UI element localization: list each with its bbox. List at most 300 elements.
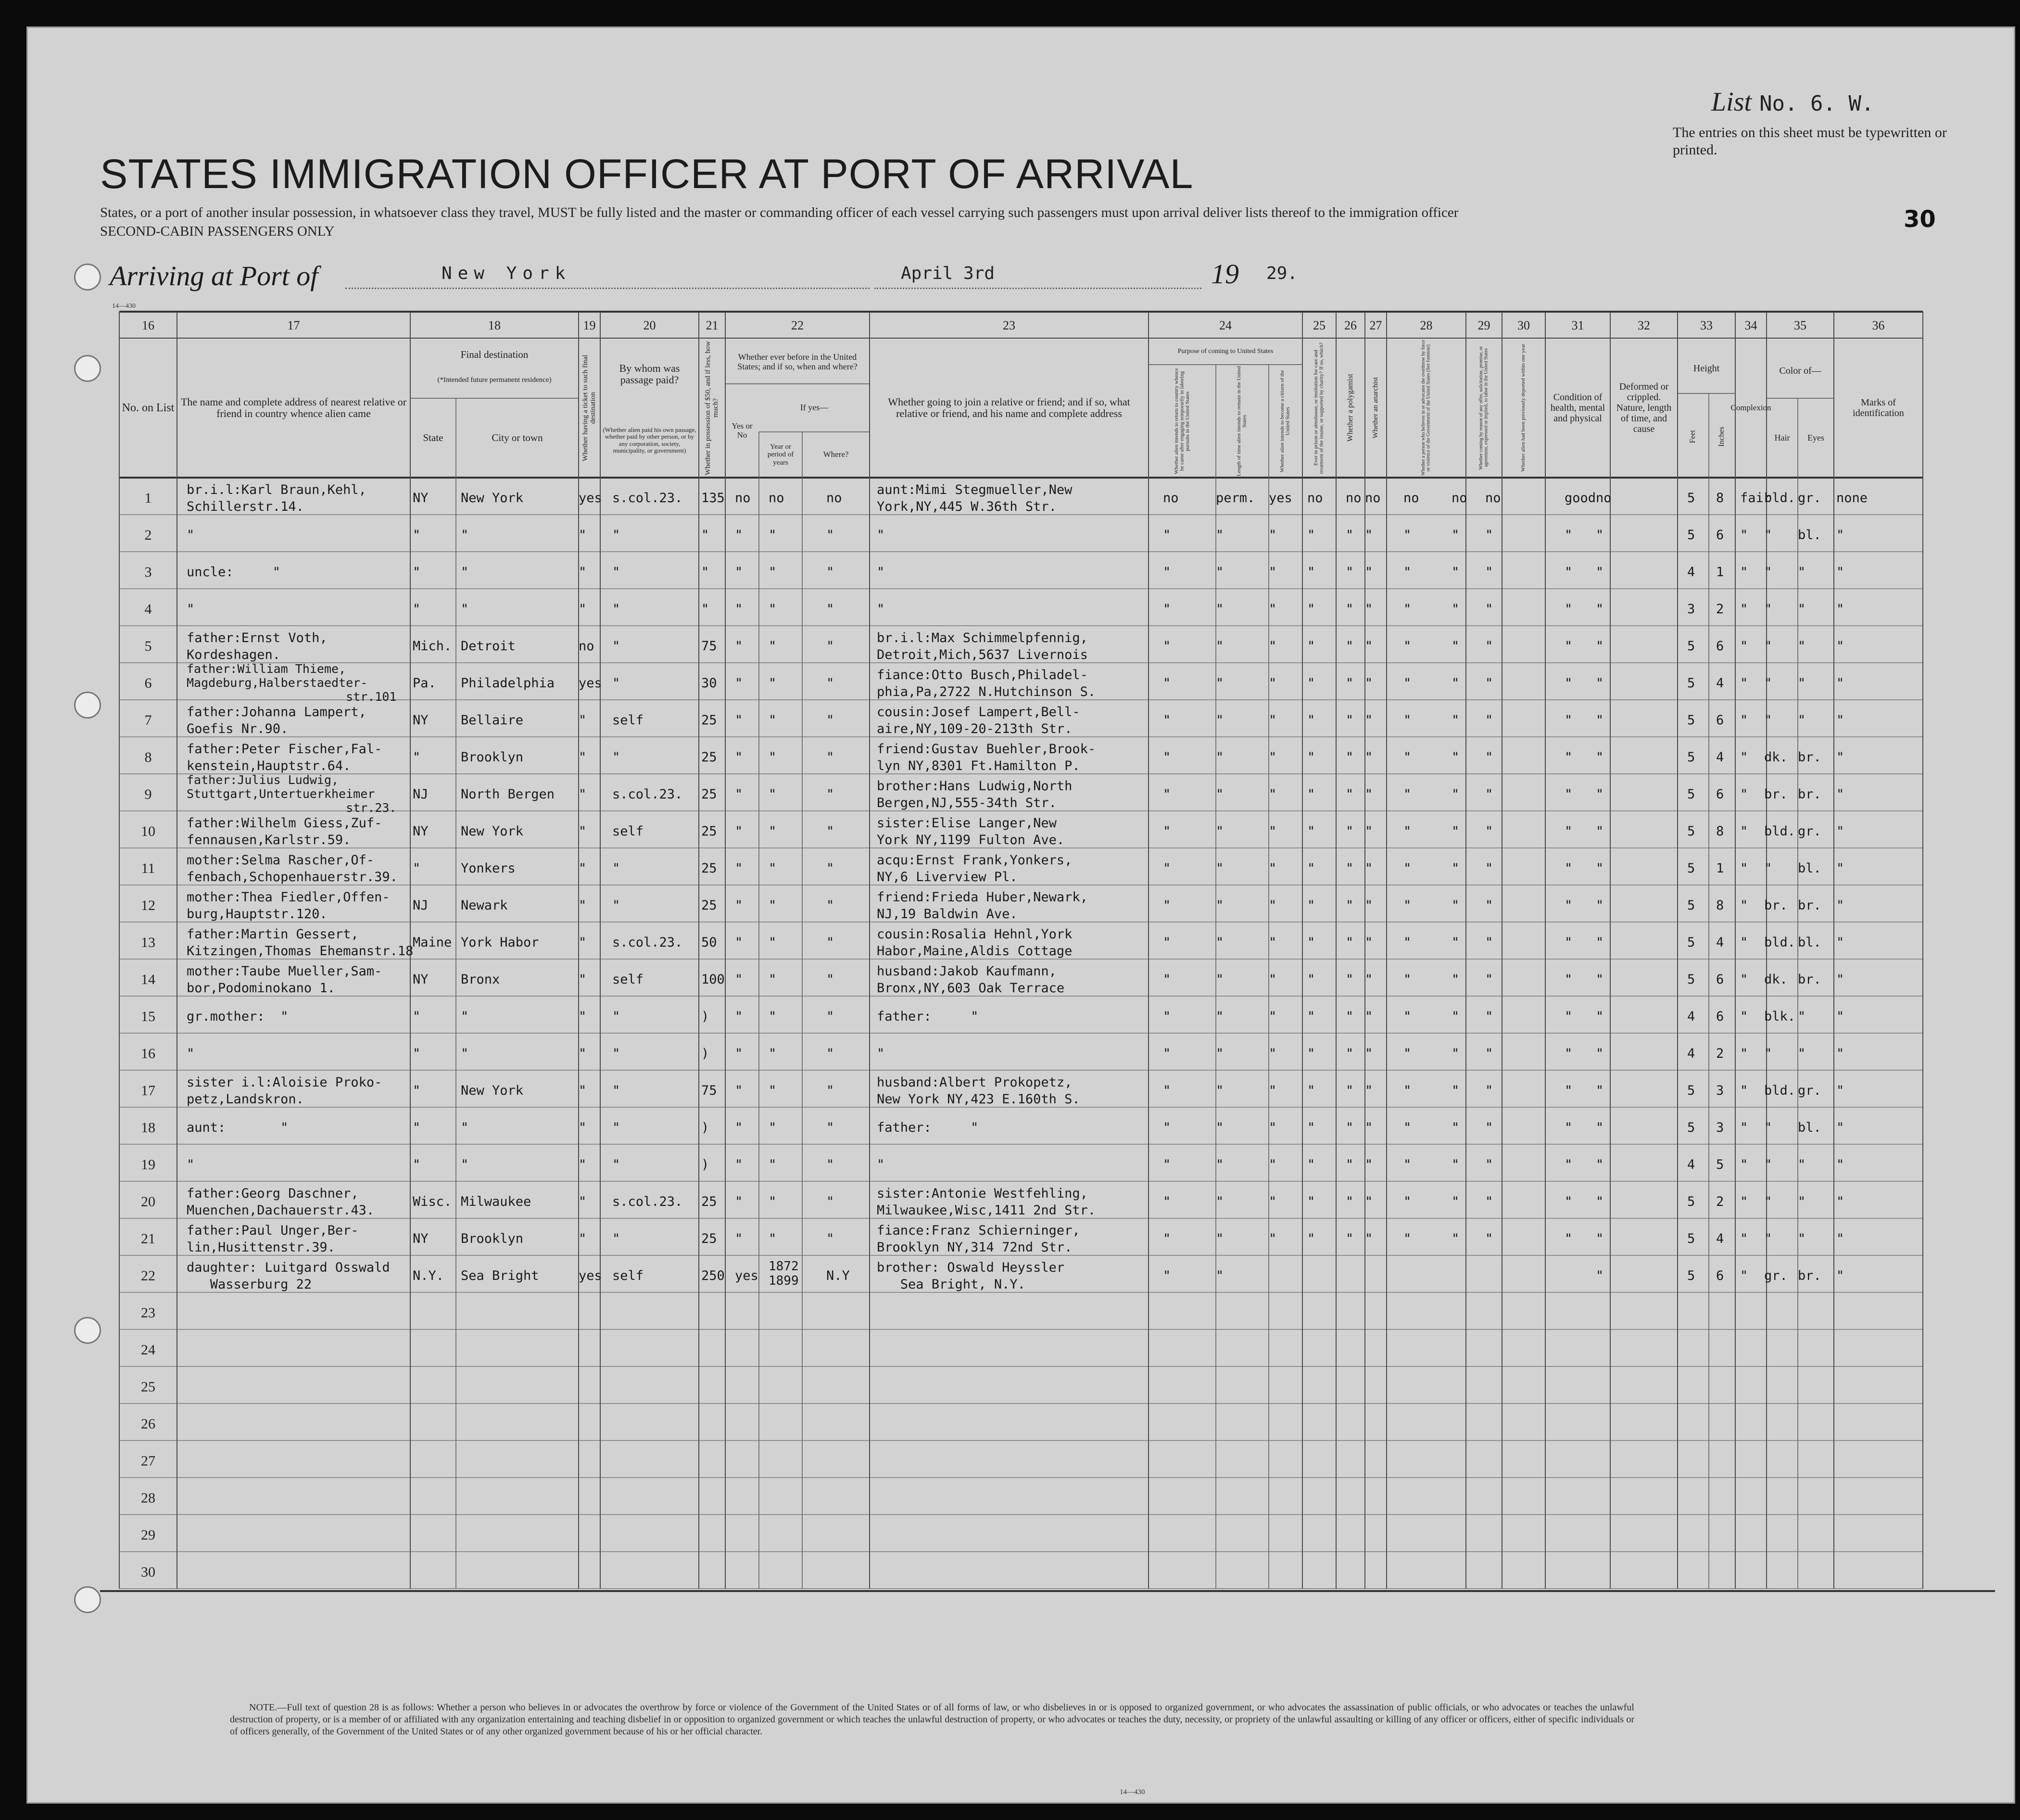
hair-cell: ": [1764, 1231, 1772, 1246]
money-cell: 25: [701, 898, 717, 913]
header-marks: Marks of identification: [1853, 397, 1904, 418]
where-cell: ": [826, 1157, 834, 1172]
city-cell: ": [461, 1046, 469, 1061]
relative-cell: father:Paul Unger,Ber- lin,Husittenstr.39.: [187, 1223, 359, 1255]
hair-cell: bld.: [1764, 935, 1796, 950]
overthrow-cell: ": [1403, 1231, 1412, 1246]
inches-cell: 2: [1716, 602, 1724, 617]
relative-cell: father:Julius Ludwig, Stuttgart,Untertuerkheimer str.23.: [187, 773, 397, 815]
row-number: 5: [144, 638, 152, 654]
port-value: New York: [442, 264, 571, 283]
marks-cell: ": [1836, 824, 1844, 839]
state-cell: ": [413, 602, 421, 617]
prison-cell: ": [1307, 639, 1315, 654]
before-us-cell: ": [735, 676, 743, 691]
row-number: 4: [144, 601, 152, 617]
paid-cell: ": [612, 1231, 620, 1246]
eyes-cell: ": [1798, 1194, 1806, 1209]
length-cell: ": [1216, 713, 1224, 728]
marks-cell: ": [1836, 750, 1844, 765]
overthrow-cell: ": [1403, 1083, 1412, 1098]
paid-cell: ": [612, 1120, 620, 1135]
labor-cell: ": [1452, 1009, 1460, 1024]
complexion-cell: ": [1740, 935, 1748, 950]
before-us-cell: ": [735, 861, 743, 876]
row-number: 14: [141, 972, 155, 987]
year-cell: ": [769, 676, 777, 691]
page-title: STATES IMMIGRATION OFFICER AT PORT OF ARRIVAL: [100, 151, 1194, 197]
table-row: [28, 1181, 2017, 1218]
citizen-cell: ": [1269, 713, 1277, 728]
return-cell: ": [1163, 898, 1171, 913]
eyes-cell: br.: [1798, 1268, 1821, 1283]
joining-cell: ": [877, 1046, 885, 1061]
inches-cell: 4: [1716, 750, 1724, 765]
table-row: [28, 996, 2017, 1033]
citizen-cell: ": [1269, 824, 1277, 839]
year-cell: ": [769, 1157, 777, 1172]
paid-cell: self: [612, 1268, 644, 1283]
return-cell: ": [1163, 602, 1171, 617]
header-passage-note: (Whether alien paid his own passage, whether paid by other person, or by any corporation, society, municipality, or government): [603, 426, 696, 454]
feet-cell: 5: [1687, 713, 1695, 728]
eyes-cell: gr.: [1798, 491, 1821, 506]
paid-cell: ": [612, 898, 620, 913]
labor-cell: ": [1452, 639, 1460, 654]
anarchist-cell: ": [1365, 861, 1373, 876]
inches-cell: 6: [1716, 713, 1724, 728]
class-line: SECOND-CABIN PASSENGERS ONLY: [100, 224, 335, 239]
state-cell: ": [413, 1120, 421, 1135]
prison-cell: no: [1307, 491, 1323, 506]
labor-cell: ": [1452, 861, 1460, 876]
city-cell: Bellaire: [461, 713, 524, 728]
row-number: 22: [141, 1268, 155, 1284]
where-cell: ": [826, 1009, 834, 1024]
where-cell: ": [826, 787, 834, 802]
city-cell: Brooklyn: [461, 1231, 524, 1246]
complexion-cell: ": [1740, 1009, 1748, 1024]
row-number: 25: [141, 1379, 155, 1395]
year-cell: ": [769, 528, 777, 543]
marks-cell: ": [1836, 1194, 1844, 1209]
deformed-cell: ": [1596, 898, 1604, 913]
state-cell: NY: [413, 713, 429, 728]
inches-cell: 4: [1716, 1231, 1724, 1246]
marks-cell: ": [1836, 1231, 1844, 1246]
money-cell: 25: [701, 824, 717, 839]
row-number: 21: [141, 1231, 155, 1247]
ticket-cell: ": [579, 750, 587, 765]
prison-cell: ": [1307, 824, 1315, 839]
inches-cell: 1: [1716, 565, 1724, 580]
money-cell: 25: [701, 861, 717, 876]
return-cell: ": [1163, 713, 1171, 728]
deported-cell: ": [1485, 1120, 1493, 1135]
polygamist-cell: ": [1346, 972, 1354, 987]
complexion-cell: ": [1740, 1157, 1748, 1172]
anarchist-cell: ": [1365, 1083, 1373, 1098]
paid-cell: self: [612, 713, 644, 728]
header-where: Where?: [823, 450, 849, 459]
health-cell: ": [1565, 787, 1573, 802]
complexion-cell: ": [1740, 861, 1748, 876]
feet-cell: 5: [1687, 639, 1695, 654]
citizen-cell: ": [1269, 1120, 1277, 1135]
complexion-cell: ": [1740, 1046, 1748, 1061]
entries-note: The entries on this sheet must be typewritten or printed.: [1673, 125, 1947, 158]
anarchist-cell: ": [1365, 639, 1373, 654]
ticket-cell: ": [579, 898, 587, 913]
year-cell: ": [769, 1083, 777, 1098]
where-cell: ": [826, 1120, 834, 1135]
prison-cell: ": [1307, 972, 1315, 987]
inches-cell: 6: [1716, 1009, 1724, 1024]
ticket-cell: ": [579, 1120, 587, 1135]
citizen-cell: ": [1269, 602, 1277, 617]
header-city: City or town: [492, 431, 543, 443]
marks-cell: ": [1836, 787, 1844, 802]
health-cell: ": [1565, 676, 1573, 691]
year-cell: ": [769, 935, 777, 950]
row-number: 16: [141, 1046, 155, 1062]
ticket-cell: ": [579, 824, 587, 839]
row-number: 2: [144, 527, 152, 543]
column-number: 18: [488, 318, 501, 332]
hair-cell: blk.: [1764, 1009, 1796, 1024]
paid-cell: self: [612, 972, 644, 987]
polygamist-cell: ": [1346, 1194, 1354, 1209]
city-cell: North Bergen: [461, 787, 555, 802]
where-cell: no: [826, 491, 842, 506]
paid-cell: ": [612, 1046, 620, 1061]
labor-cell: ": [1452, 750, 1460, 765]
year-cell: ": [769, 861, 777, 876]
health-cell: ": [1565, 1046, 1573, 1061]
length-cell: ": [1216, 898, 1224, 913]
relative-cell: father:Georg Daschner, Muenchen,Dachauerstr.43.: [187, 1186, 375, 1218]
relative-cell: mother:Taube Mueller,Sam- bor,Podominokano 1.: [187, 963, 382, 996]
deformed-cell: ": [1596, 1231, 1604, 1246]
state-cell: Mich.: [413, 639, 452, 654]
deformed-cell: ": [1596, 935, 1604, 950]
anarchist-cell: ": [1365, 1009, 1373, 1024]
labor-cell: ": [1452, 528, 1460, 543]
header-overthrow: Whether a person who believes in or advocates the overthrow by force or violence of the Government of the United States (See footnote): [1421, 340, 1431, 476]
deported-cell: no: [1485, 491, 1501, 506]
row-number: 7: [144, 712, 152, 728]
ticket-cell: ": [579, 565, 587, 580]
before-us-cell: ": [735, 787, 743, 802]
state-cell: ": [413, 565, 421, 580]
labor-cell: no: [1452, 491, 1467, 506]
deported-cell: ": [1485, 1231, 1493, 1246]
where-cell: ": [826, 972, 834, 987]
length-cell: ": [1216, 750, 1224, 765]
overthrow-cell: ": [1403, 528, 1412, 543]
labor-cell: ": [1452, 935, 1460, 950]
return-cell: ": [1163, 1083, 1171, 1098]
before-us-cell: ": [735, 1083, 743, 1098]
inches-cell: 3: [1716, 1083, 1724, 1098]
relative-cell: ": [187, 1157, 195, 1172]
year-cell: ": [769, 1120, 777, 1135]
money-cell: 135: [701, 491, 725, 506]
table-row: [28, 737, 2017, 774]
row-number: 13: [141, 935, 155, 950]
paid-cell: self: [612, 824, 644, 839]
anarchist-cell: ": [1365, 898, 1373, 913]
return-cell: ": [1163, 1046, 1171, 1061]
joining-cell: ": [877, 602, 885, 617]
before-us-cell: ": [735, 713, 743, 728]
prison-cell: ": [1307, 898, 1315, 913]
deformed-cell: ": [1596, 1083, 1604, 1098]
marks-cell: ": [1836, 713, 1844, 728]
header-no-on-list: No. on List: [122, 401, 175, 414]
deported-cell: ": [1485, 787, 1493, 802]
ticket-cell: ": [579, 1009, 587, 1024]
overthrow-cell: no: [1403, 491, 1419, 506]
header-money: Whether in possession of $50, and if less, how much?: [704, 341, 720, 475]
return-cell: ": [1163, 639, 1171, 654]
money-cell: ": [701, 528, 709, 543]
where-cell: N.Y: [826, 1268, 850, 1283]
return-cell: ": [1163, 528, 1171, 543]
deported-cell: ": [1485, 935, 1493, 950]
where-cell: ": [826, 935, 834, 950]
feet-cell: 4: [1687, 1046, 1695, 1061]
column-number: 32: [1638, 318, 1650, 332]
prison-cell: ": [1307, 713, 1315, 728]
header-height: Height: [1693, 363, 1720, 374]
deformed-cell: ": [1596, 1268, 1604, 1283]
eyes-cell: bl.: [1798, 935, 1821, 950]
table-row: [28, 1552, 2017, 1589]
eyes-cell: ": [1798, 1009, 1806, 1024]
citizen-cell: ": [1269, 898, 1277, 913]
deported-cell: ": [1485, 528, 1493, 543]
column-number: 28: [1420, 318, 1433, 332]
city-cell: Sea Bright: [461, 1268, 539, 1283]
state-cell: NJ: [413, 898, 429, 913]
relative-cell: br.i.l:Karl Braun,Kehl, Schillerstr.14.: [187, 482, 366, 514]
feet-cell: 5: [1687, 898, 1695, 913]
labor-cell: ": [1452, 898, 1460, 913]
anarchist-cell: ": [1365, 1194, 1373, 1209]
where-cell: ": [826, 750, 834, 765]
polygamist-cell: ": [1346, 1083, 1354, 1098]
joining-cell: aunt:Mimi Stegmueller,New York,NY,445 W.36th Str.: [877, 482, 1073, 514]
header-joining: Whether going to join a relative or friend; and if so, what relative or friend, and his name and complete address: [888, 395, 1130, 419]
table-row: [28, 1070, 2017, 1107]
paid-cell: s.col.23.: [612, 935, 683, 950]
length-cell: ": [1216, 1157, 1224, 1172]
ticket-cell: ": [579, 972, 587, 987]
deported-cell: ": [1485, 602, 1493, 617]
header-color-of: Color of—: [1779, 365, 1821, 376]
overthrow-cell: ": [1403, 1046, 1412, 1061]
header-polygamist: Whether a polygamist: [1346, 374, 1354, 442]
city-cell: New York: [461, 1083, 524, 1098]
health-cell: ": [1565, 1231, 1573, 1246]
citizen-cell: ": [1269, 528, 1277, 543]
inches-cell: 3: [1716, 1120, 1724, 1135]
money-cell: ): [701, 1009, 709, 1024]
before-us-cell: ": [735, 1157, 743, 1172]
city-cell: Philadelphia: [461, 676, 555, 691]
money-cell: 25: [701, 750, 717, 765]
feet-cell: 5: [1687, 824, 1695, 839]
prison-cell: ": [1307, 602, 1315, 617]
overthrow-cell: ": [1403, 750, 1412, 765]
money-cell: 50: [701, 935, 717, 950]
state-cell: ": [413, 1083, 421, 1098]
hair-cell: ": [1764, 639, 1772, 654]
prison-cell: ": [1307, 676, 1315, 691]
length-cell: ": [1216, 1194, 1224, 1209]
polygamist-cell: ": [1346, 1231, 1354, 1246]
citizen-cell: ": [1269, 935, 1277, 950]
overthrow-cell: ": [1403, 787, 1412, 802]
labor-cell: ": [1452, 602, 1460, 617]
hair-cell: ": [1764, 1046, 1772, 1061]
column-number: 33: [1700, 318, 1713, 332]
table-row: [28, 478, 2017, 515]
prison-cell: ": [1307, 1083, 1315, 1098]
row-number: 3: [144, 564, 152, 580]
complexion-cell: ": [1740, 787, 1748, 802]
paid-cell: s.col.23.: [612, 1194, 683, 1209]
feet-cell: 5: [1687, 861, 1695, 876]
ticket-cell: ": [579, 787, 587, 802]
eyes-cell: br.: [1798, 898, 1821, 913]
hair-cell: br.: [1764, 787, 1788, 802]
row-number: 6: [144, 675, 152, 691]
polygamist-cell: ": [1346, 713, 1354, 728]
hair-cell: dk.: [1764, 750, 1788, 765]
marks-cell: ": [1836, 1009, 1844, 1024]
polygamist-cell: ": [1346, 602, 1354, 617]
marks-cell: ": [1836, 1268, 1844, 1283]
table-row: [28, 626, 2017, 663]
ticket-cell: ": [579, 861, 587, 876]
state-cell: Pa.: [413, 676, 436, 691]
row-number: 29: [141, 1527, 155, 1543]
ticket-cell: yes: [579, 1268, 602, 1283]
eyes-cell: ": [1798, 1157, 1806, 1172]
relative-cell: sister i.l:Aloisie Proko- petz,Landskron.: [187, 1074, 382, 1107]
health-cell: ": [1565, 824, 1573, 839]
state-cell: ": [413, 528, 421, 543]
polygamist-cell: ": [1346, 1046, 1354, 1061]
deported-cell: ": [1485, 1194, 1493, 1209]
paid-cell: ": [612, 565, 620, 580]
marks-cell: none: [1836, 491, 1868, 506]
relative-cell: ": [187, 1046, 195, 1061]
year-cell: ": [769, 972, 777, 987]
labor-cell: ": [1452, 676, 1460, 691]
port-label: Arriving at Port of: [110, 260, 318, 291]
state-cell: NY: [413, 824, 429, 839]
where-cell: ": [826, 676, 834, 691]
where-cell: ": [826, 861, 834, 876]
complexion-cell: ": [1740, 972, 1748, 987]
ticket-cell: ": [579, 1231, 587, 1246]
overthrow-cell: ": [1403, 824, 1412, 839]
overthrow-cell: ": [1403, 676, 1412, 691]
money-cell: 25: [701, 1231, 717, 1246]
header-year: Year or period of years: [767, 442, 794, 467]
overthrow-cell: ": [1403, 565, 1412, 580]
before-us-cell: yes: [735, 1268, 758, 1283]
relative-cell: mother:Selma Rascher,Of- fenbach,Schopenhauerstr.39.: [187, 852, 398, 885]
column-number: 27: [1369, 318, 1382, 332]
paid-cell: s.col.23.: [612, 787, 683, 802]
polygamist-cell: ": [1346, 676, 1354, 691]
anarchist-cell: ": [1365, 602, 1373, 617]
complexion-cell: ": [1740, 898, 1748, 913]
header-length: Length of time alien intends to remain in the United States: [1236, 366, 1248, 476]
return-cell: ": [1163, 1194, 1171, 1209]
eyes-cell: ": [1798, 639, 1806, 654]
anarchist-cell: ": [1365, 676, 1373, 691]
table-row: [28, 552, 2017, 589]
year-cell: ": [769, 1046, 777, 1061]
complexion-cell: ": [1740, 750, 1748, 765]
ticket-cell: ": [579, 602, 587, 617]
joining-cell: fiance:Otto Busch,Philadel- phia,Pa,2722 N.Hutchinson S.: [877, 667, 1096, 699]
relative-cell: father:Johanna Lampert, Goefis Nr.90.: [187, 704, 366, 736]
polygamist-cell: ": [1346, 824, 1354, 839]
header-inches: Inches: [1717, 427, 1726, 447]
citizen-cell: ": [1269, 676, 1277, 691]
deported-cell: ": [1485, 1009, 1493, 1024]
column-number: 23: [1003, 318, 1015, 332]
return-cell: ": [1163, 972, 1171, 987]
before-us-cell: no: [735, 491, 751, 506]
polygamist-cell: ": [1346, 1157, 1354, 1172]
feet-cell: 5: [1687, 1268, 1695, 1283]
money-cell: 30: [701, 676, 717, 691]
feet-cell: 5: [1687, 1083, 1695, 1098]
length-cell: ": [1216, 1268, 1224, 1283]
labor-cell: ": [1452, 1083, 1460, 1098]
relative-cell: father:Peter Fischer,Fal- kenstein,Hauptstr.64.: [187, 741, 382, 773]
row-number: 1: [144, 490, 152, 506]
deported-cell: ": [1485, 824, 1493, 839]
paid-cell: ": [612, 602, 620, 617]
length-cell: ": [1216, 1046, 1224, 1061]
header-return: Whether alien intends to return to country whence he came after engaging temporarily in laboring pursuits in the United States: [1173, 368, 1190, 474]
header-complexion: Complexion: [1730, 403, 1771, 412]
year-cell: ": [769, 824, 777, 839]
polygamist-cell: ": [1346, 565, 1354, 580]
state-cell: Wisc.: [413, 1194, 452, 1209]
table-row: [28, 1255, 2017, 1292]
hair-cell: dk.: [1764, 972, 1788, 987]
inches-cell: 5: [1716, 1157, 1724, 1172]
table-row: [28, 589, 2017, 626]
where-cell: ": [826, 898, 834, 913]
citizen-cell: ": [1269, 787, 1277, 802]
column-number: 35: [1794, 318, 1806, 332]
state-cell: NY: [413, 972, 429, 987]
feet-cell: 5: [1687, 1120, 1695, 1135]
deformed-cell: ": [1596, 676, 1604, 691]
inches-cell: 2: [1716, 1046, 1724, 1061]
complexion-cell: ": [1740, 824, 1748, 839]
